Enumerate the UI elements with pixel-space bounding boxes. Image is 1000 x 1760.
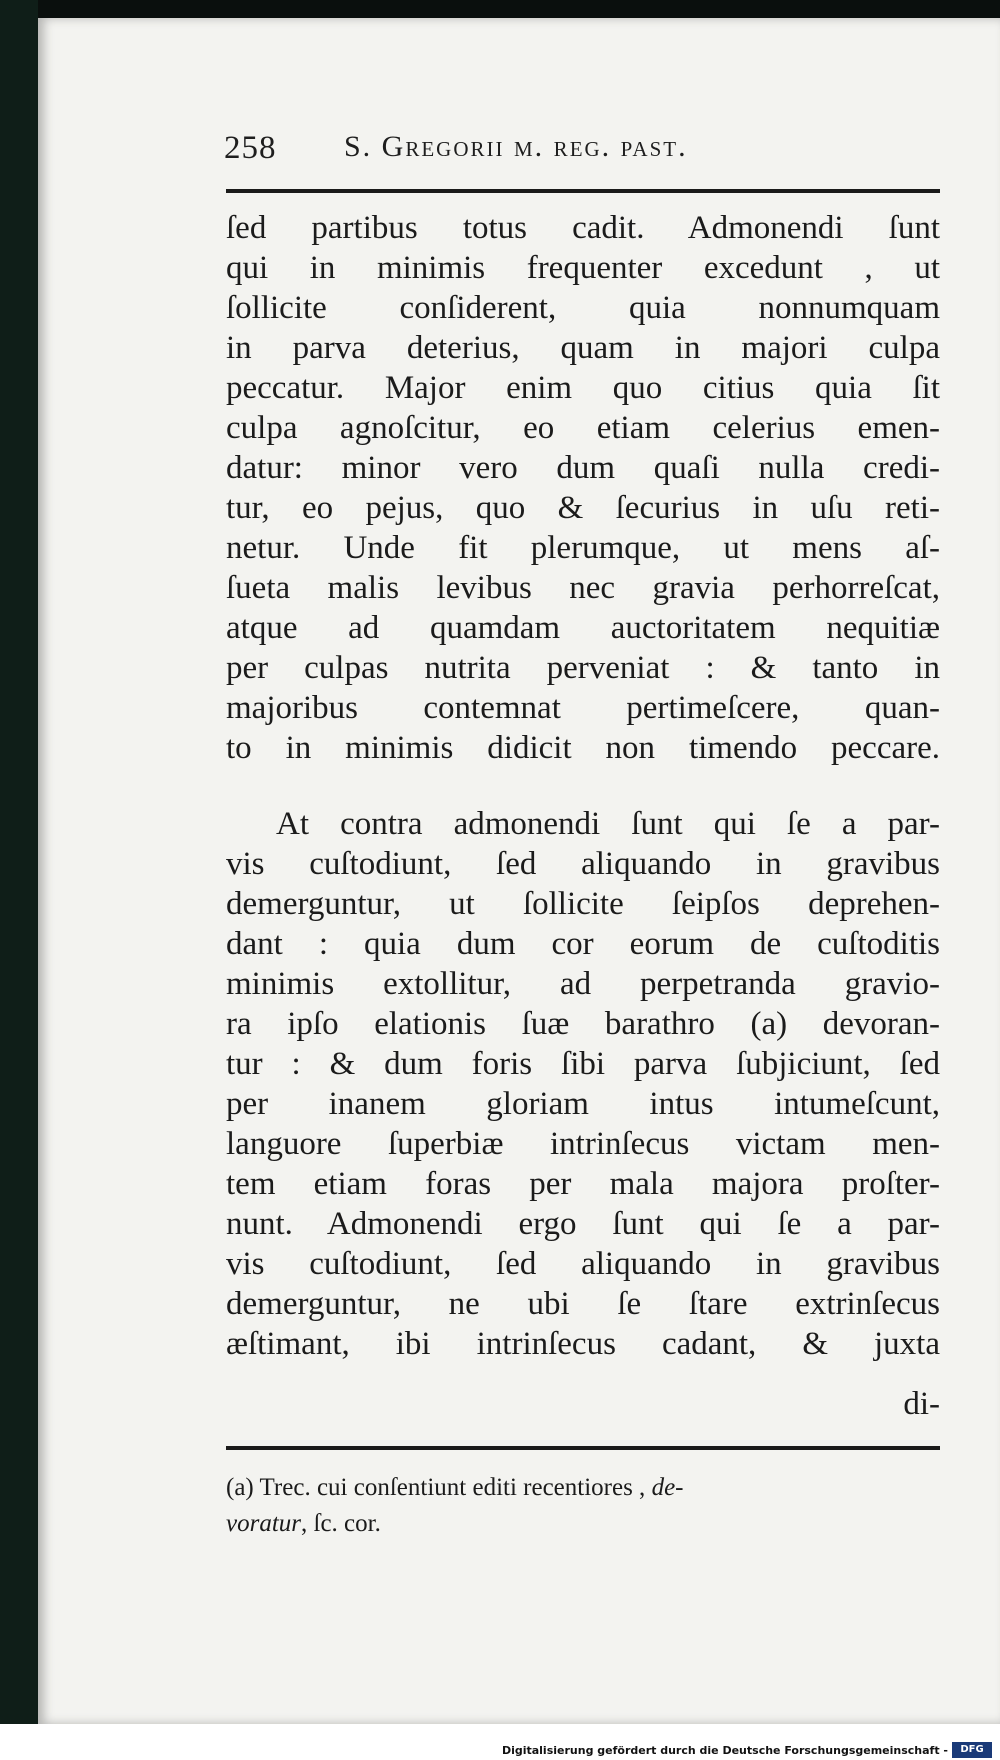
scan-left-edge (0, 0, 38, 1760)
text-line: languore ſuperbiæ intrinſecus victam men- (226, 1126, 940, 1162)
text-line: netur. Unde fit plerumque, ut mens aſ- (226, 530, 940, 566)
text-line: dant : quia dum cor eorum de cuſtoditis (226, 926, 940, 962)
text-line: ſed partibus totus cadit. Admonendi ſunt (226, 210, 940, 246)
header-rule (226, 189, 940, 193)
text-line: At contra admonendi ſunt qui ſe a par- (276, 806, 940, 842)
footnote (226, 1470, 940, 1542)
text-line: tem etiam foras per mala majora proſter- (226, 1166, 940, 1202)
catchword: di- (903, 1386, 940, 1422)
dfg-logo: DFG (952, 1742, 992, 1758)
footnote-italic: de- (651, 1474, 684, 1501)
text-line: ſollicite conſiderent, quia nonnumquam (226, 290, 940, 326)
text-line: to in minimis didicit non timendo peccare. (226, 730, 940, 766)
digitization-credit: Digitalisierung gefördert durch die Deutsche Forschungsgemeinschaft - (501, 1744, 948, 1757)
text-line: majoribus contemnat pertimeſcere, quan- (226, 690, 940, 726)
text-line: qui in minimis frequenter excedunt , ut (226, 250, 940, 286)
footnote-line (226, 1470, 940, 1506)
text-line: in parva deterius, quam in majori culpa (226, 330, 940, 366)
text-line: per culpas nutrita perveniat : & tanto in (226, 650, 940, 686)
text-line: demerguntur, ut ſollicite ſeipſos deprehen- (226, 886, 940, 922)
text-line: minimis extollitur, ad perpetranda gravio- (226, 966, 940, 1002)
text-line: tur : & dum foris ſibi parva ſubjiciunt, ſed (226, 1046, 940, 1082)
text-line: vis cuſtodiunt, ſed aliquando in gravibus (226, 846, 940, 882)
footnote-italic: voratur (226, 1510, 301, 1537)
footnote-line (226, 1506, 940, 1542)
scan-top-edge (0, 0, 1000, 18)
page-header (224, 130, 944, 170)
running-title: S. Gregorii m. reg. past. (344, 130, 688, 163)
text-line: demerguntur, ne ubi ſe ſtare extrinſecus (226, 1286, 940, 1322)
page-number: 258 (224, 130, 277, 166)
text-line: peccatur. Major enim quo citius quia ſit (226, 370, 940, 406)
text-line: culpa agnoſcitur, eo etiam celerius emen- (226, 410, 940, 446)
footnote-rule (226, 1446, 940, 1450)
text-line: per inanem gloriam intus intumeſcunt, (226, 1086, 940, 1122)
text-line: vis cuſtodiunt, ſed aliquando in gravibus (226, 1246, 940, 1282)
footnote-text: (a) Trec. cui conſentiunt editi recentiores , (226, 1474, 652, 1501)
footnote-text: , ſc. cor. (301, 1510, 381, 1537)
text-line: æſtimant, ibi intrinſecus cadant, & juxta (226, 1326, 940, 1362)
text-line: datur: minor vero dum quaſi nulla credi- (226, 450, 940, 486)
text-line: nunt. Admonendi ergo ſunt qui ſe a par- (226, 1206, 940, 1242)
text-line: ſueta malis levibus nec gravia perhorreſcat, (226, 570, 940, 606)
text-line: tur, eo pejus, quo & ſecurius in uſu reti- (226, 490, 940, 526)
text-line: ra ipſo elationis ſuæ barathro (a) devoran- (226, 1006, 940, 1042)
text-line: atque ad quamdam auctoritatem nequitiæ (226, 610, 940, 646)
